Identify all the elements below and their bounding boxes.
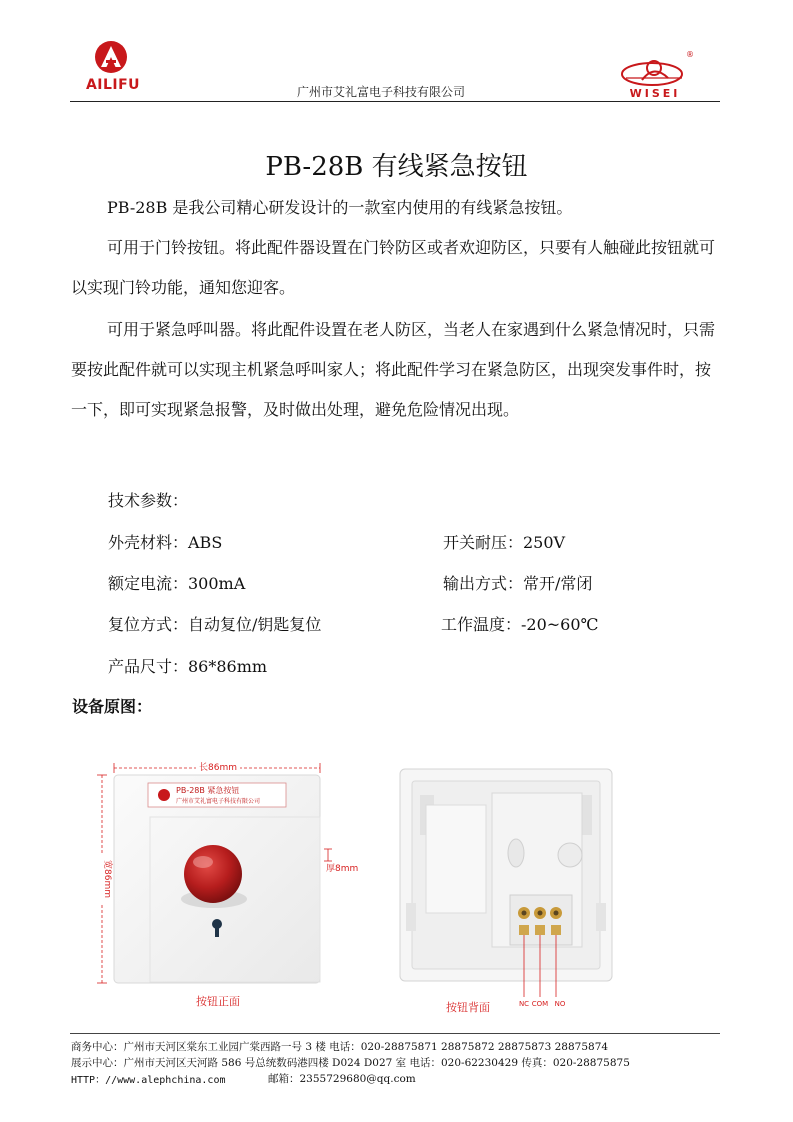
emergency-paragraph: 可用于紧急呼叫器。将此配件设置在老人防区，当老人在家遇到什么紧急情况时，只需要按此配件就可以实现主机紧急呼叫家人；将此配件学习在紧急防区，出现突发事件时，按一下，即可实现紧急报警，及时做出处理，避免危险情况出现。 <box>71 320 716 419</box>
wisei-logo <box>612 50 694 102</box>
specs-heading: 技术参数： <box>108 491 189 510</box>
red-push-button <box>184 845 242 903</box>
plate-company: 广州市艾礼富电子科技有限公司 <box>176 798 261 805</box>
wisei-logo-text: WISEI <box>629 87 681 100</box>
width-label: 宽86mm <box>102 860 112 898</box>
ailifu-logo-icon <box>94 40 128 74</box>
spec-temperature: 工作温度：-20~60℃ <box>441 615 599 634</box>
device-photo-drawing <box>70 735 650 1025</box>
front-caption: 按钮正面 <box>196 995 240 1008</box>
device-photo <box>70 735 650 1025</box>
spec-voltage: 开关耐压：250V <box>443 533 566 552</box>
terminal-no-label: NO <box>554 1000 566 1008</box>
header-company-name: 广州市艾礼富电子科技有限公司 <box>296 85 465 99</box>
terminal-nc-label: NC <box>518 1000 530 1008</box>
plate-logo-icon <box>158 789 170 801</box>
ailifu-logo-text: AILIFU <box>85 77 141 93</box>
spec-material: 外壳材料：ABS <box>108 533 223 552</box>
terminal-com-label: COM <box>531 1000 549 1008</box>
spec-output: 输出方式：常开/常闭 <box>443 574 593 593</box>
intro-paragraph: PB-28B 是我公司精心研发设计的一款室内使用的有线紧急按钮。 <box>107 198 573 217</box>
header-divider <box>70 101 720 102</box>
footer-divider <box>70 1033 720 1034</box>
wisei-emblem-icon <box>612 54 694 88</box>
back-caption: 按钮背面 <box>446 1001 490 1014</box>
ailifu-logo <box>78 40 148 100</box>
footer-business-center: 商务中心：广州市天河区棠东工业园广棠西路一号 3 楼 电话：020-28875871 28875872 28875873 28875874 <box>71 1041 609 1053</box>
front-plate <box>114 775 320 983</box>
thickness-label: 厚8mm <box>326 864 359 874</box>
document-title: PB-28B 有线紧急按钮 <box>265 152 528 182</box>
footer-website: HTTP：//www.alephchina.com <box>71 1075 226 1086</box>
back-plate <box>400 769 612 981</box>
doorbell-paragraph: 可用于门铃按钮。将此配件器设置在门铃防区或者欢迎防区，只要有人触碰此按钮就可以实现门铃功能，通知您迎客。 <box>71 238 716 297</box>
footer-showroom: 展示中心：广州市天河区天河路 586 号总统数码港四楼 D024 D027 室 电话：020-62230429 传真：020-28875875 <box>71 1057 630 1069</box>
figure-heading: 设备原图： <box>72 697 153 716</box>
spec-size: 产品尺寸：86*86mm <box>108 657 268 676</box>
footer-email: 邮箱：2355729680@qq.com <box>268 1073 416 1085</box>
length-label: 长86mm <box>199 763 237 773</box>
spec-current: 额定电流：300mA <box>108 574 246 593</box>
registered-mark: ® <box>686 50 694 59</box>
plate-model: PB-28B 紧急按钮 <box>176 786 240 795</box>
spec-reset: 复位方式：自动复位/钥匙复位 <box>108 615 322 634</box>
